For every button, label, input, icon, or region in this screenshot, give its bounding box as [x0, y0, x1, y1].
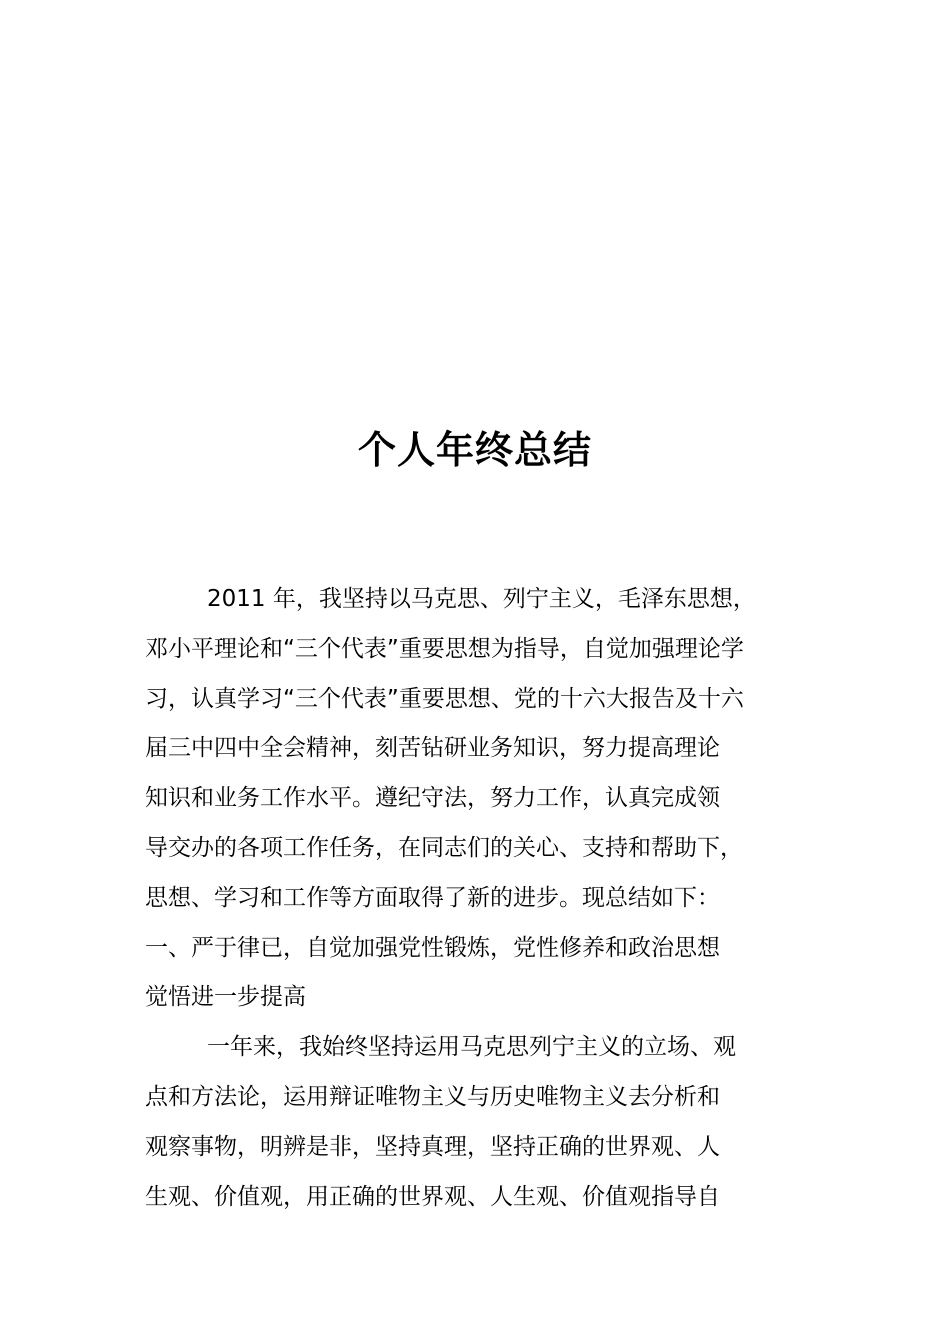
section-heading-line: 一、严于律已，自觉加强党性锻炼，党性修养和政治思想: [145, 934, 720, 961]
paragraph-line: 届三中四中全会精神，刻苦钻研业务知识，努力提高理论: [145, 735, 720, 762]
paragraph-line: 知识和业务工作水平。遵纪守法，努力工作，认真完成领: [145, 785, 720, 812]
document-title: 个人年终总结: [357, 428, 592, 472]
paragraph-line: 邓小平理论和“三个代表”重要思想为指导，自觉加强理论学: [145, 635, 744, 662]
paragraph-line: 观察事物，明辨是非，坚持真理，坚持正确的世界观、人: [145, 1133, 720, 1160]
paragraph-line: 点和方法论，运用辩证唯物主义与历史唯物主义去分析和: [145, 1083, 720, 1110]
paragraph-line: 思想、学习和工作等方面取得了新的进步。现总结如下：: [145, 884, 720, 911]
paragraph-line: 生观、价值观，用正确的世界观、人生观、价值观指导自: [145, 1183, 720, 1210]
paragraph-line: 一年来，我始终坚持运用马克思列宁主义的立场、观: [207, 1034, 736, 1061]
paragraph-line: 习，认真学习“三个代表”重要思想、党的十六大报告及十六: [145, 685, 744, 712]
paragraph-line: 2011 年，我坚持以马克思、列宁主义，毛泽东思想，: [207, 586, 756, 612]
paragraph-line: 导交办的各项工作任务，在同志们的关心、支持和帮助下，: [145, 834, 743, 861]
section-heading-line: 觉悟进一步提高: [145, 984, 306, 1011]
document-body: [145, 575, 825, 1222]
